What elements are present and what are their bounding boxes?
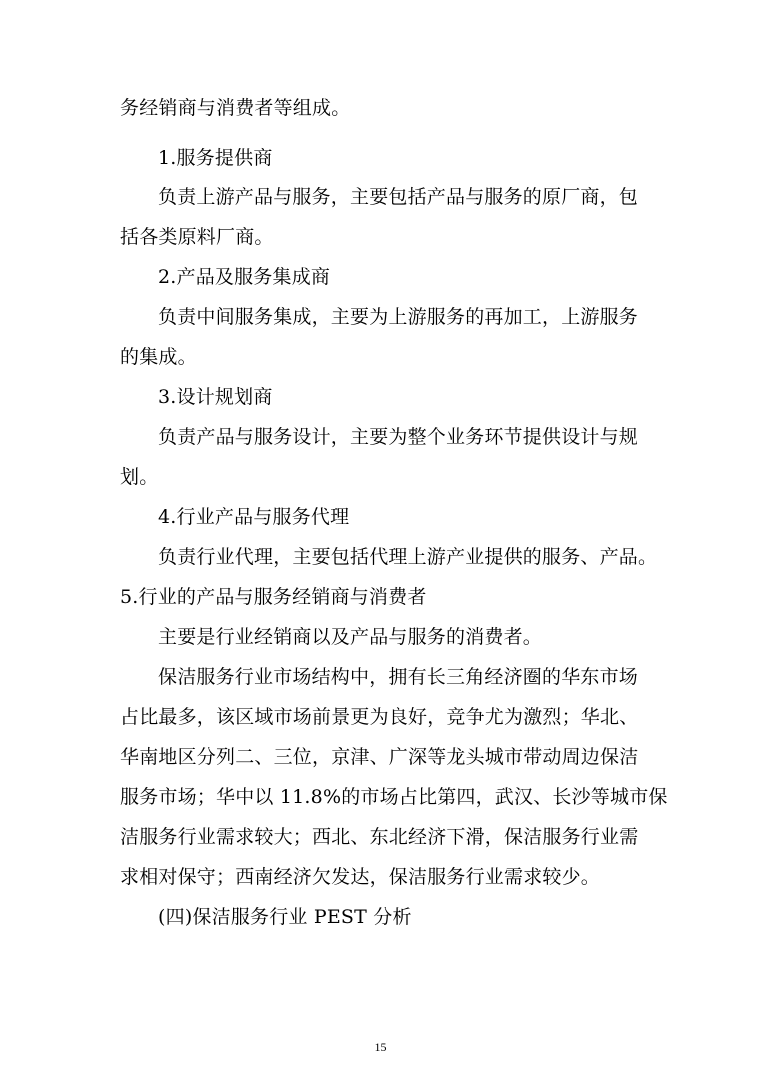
text-line-8: 3.设计规划商 bbox=[158, 386, 273, 408]
text-line-1: 务经销商与消费者等组成。 bbox=[120, 97, 351, 119]
text-line-3: 负责上游产品与服务，主要包括产品与服务的原厂商，包 bbox=[158, 186, 639, 208]
page-number: 15 bbox=[374, 1040, 387, 1054]
text-line-11: 4.行业产品与服务代理 bbox=[158, 506, 350, 528]
text-line-16: 占比最多，该区域市场前景更为良好，竞争尤为激烈；华北、 bbox=[120, 706, 639, 728]
text-line-21: (四)保洁服务行业 PEST 分析 bbox=[158, 906, 412, 928]
text-line-19: 洁服务行业需求较大；西北、东北经济下滑，保洁服务行业需 bbox=[120, 826, 639, 848]
text-line-5: 2.产品及服务集成商 bbox=[158, 266, 331, 288]
text-line-20: 求相对保守；西南经济欠发达，保洁服务行业需求较少。 bbox=[120, 866, 601, 888]
text-line-9: 负责产品与服务设计，主要为整个业务环节提供设计与规 bbox=[158, 426, 639, 448]
text-line-6: 负责中间服务集成，主要为上游服务的再加工，上游服务 bbox=[158, 306, 639, 328]
text-line-15: 保洁服务行业市场结构中，拥有长三角经济圈的华东市场 bbox=[158, 666, 639, 688]
text-line-14: 主要是行业经销商以及产品与服务的消费者。 bbox=[158, 626, 543, 648]
text-line-4: 括各类原料厂商。 bbox=[120, 226, 274, 248]
text-line-12: 负责行业代理，主要包括代理上游产业提供的服务、产品。 bbox=[158, 546, 658, 568]
text-line-2: 1.服务提供商 bbox=[158, 147, 273, 169]
text-line-7: 的集成。 bbox=[120, 346, 197, 368]
text-line-10: 划。 bbox=[120, 466, 159, 488]
text-line-17: 华南地区分列二、三位，京津、广深等龙头城市带动周边保洁 bbox=[120, 746, 639, 768]
text-line-18: 服务市场；华中以 11.8%的市场占比第四，武汉、长沙等城市保 bbox=[120, 786, 668, 808]
text-line-13: 5.行业的产品与服务经销商与消费者 bbox=[120, 586, 427, 608]
